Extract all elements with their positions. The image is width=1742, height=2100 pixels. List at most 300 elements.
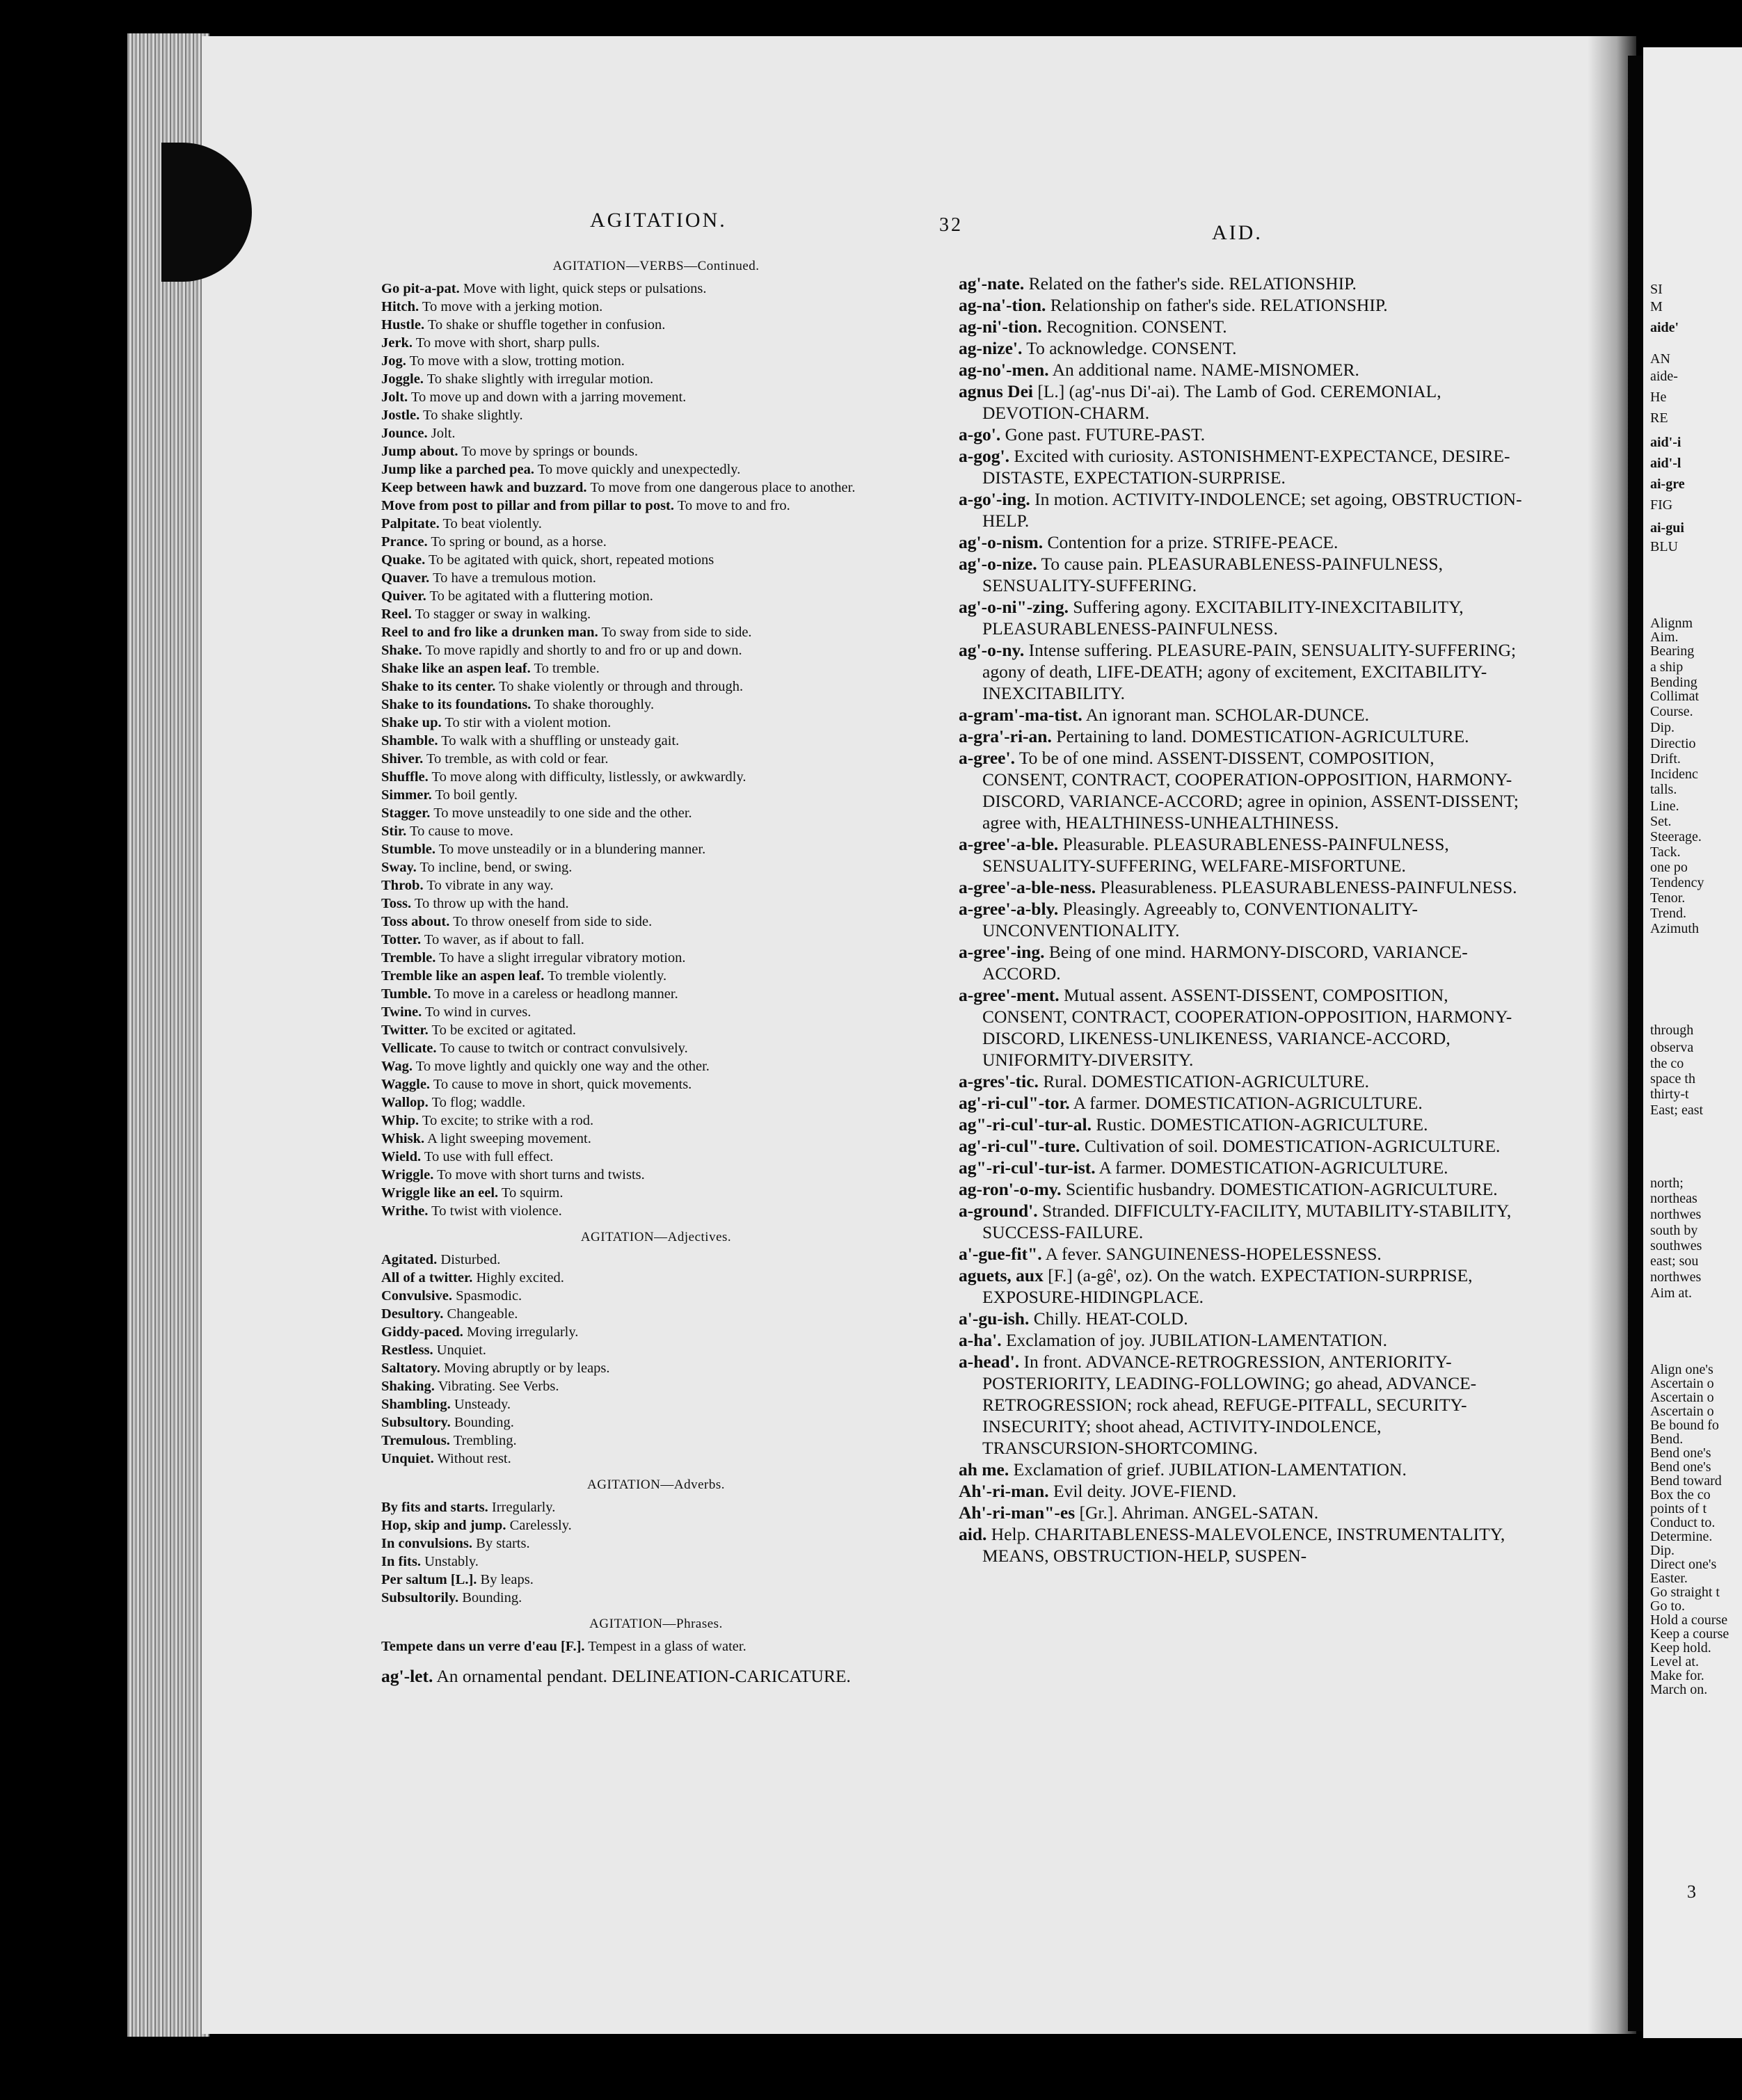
entry-term: Writhe. — [381, 1203, 429, 1219]
entry-definition: To squirm. — [501, 1185, 564, 1201]
entry-row — [381, 822, 931, 840]
entry-definition: To boil gently. — [435, 787, 518, 803]
entry-term: Toss about. — [381, 914, 450, 929]
entry-term: Shake to its center. — [381, 679, 496, 694]
adjacent-page-text: Be bound fo — [1650, 1418, 1719, 1433]
entry-row — [959, 1265, 1524, 1308]
entry-definition: An ignorant man. SCHOLAR-DUNCE. — [1085, 705, 1369, 725]
entry-definition: Chilly. HEAT-COLD. — [1033, 1308, 1188, 1329]
adjacent-page-text: north; — [1650, 1176, 1684, 1191]
entry-row — [381, 1202, 931, 1220]
adjacent-page-text: Line. — [1650, 799, 1679, 814]
entry-definition: A fever. SANGUINENESS-HOPELESSNESS. — [1045, 1244, 1382, 1264]
entry-row — [959, 294, 1524, 316]
entry-aglet — [381, 1665, 931, 1687]
entry-row — [959, 1502, 1524, 1523]
entry-definition: A light sweeping movement. — [427, 1131, 591, 1146]
entry-row — [959, 531, 1524, 553]
entry-row — [959, 1480, 1524, 1502]
entry-term: a-ground'. — [959, 1201, 1038, 1221]
entry-definition: Suffering agony. EXCITABILITY-INEXCITABILITY, PLEASURABLENESS-PAINFULNESS. — [982, 597, 1464, 639]
entry-term: Reel. — [381, 607, 412, 622]
entry-definition: To throw oneself from side to side. — [453, 914, 653, 929]
adjacent-page-text: Course. — [1650, 704, 1693, 719]
right-running-head: AID. — [1212, 221, 1263, 244]
entry-row — [381, 406, 931, 424]
adjacent-page-text: Directio — [1650, 736, 1696, 751]
entry-term: Toss. — [381, 896, 412, 911]
adjacent-page-text: talls. — [1650, 782, 1677, 797]
adjacent-page-text: Direct one's — [1650, 1557, 1717, 1572]
entry-definition: Recognition. CONSENT. — [1046, 316, 1227, 337]
entry-definition: To move with short turns and twists. — [437, 1167, 645, 1183]
section-heading-phrases: AGITATION—Phrases. — [589, 1617, 723, 1631]
entry-term: Wield. — [381, 1149, 422, 1164]
adjacent-page-text: thirty-t — [1650, 1087, 1689, 1102]
adjacent-page-text: south by — [1650, 1223, 1698, 1238]
entry-definition: Exclamation of grief. JUBILATION-LAMENTATION. — [1013, 1459, 1407, 1480]
adjacent-page-text: March on. — [1650, 1682, 1708, 1697]
entry-definition: Exclamation of joy. JUBILATION-LAMENTATION. — [1006, 1330, 1388, 1350]
entry-row — [959, 1243, 1524, 1265]
entry-term: Shake up. — [381, 715, 442, 730]
entry-definition: Tempest in a glass of water. — [588, 1639, 746, 1654]
adjacent-page-text: Tack. — [1650, 844, 1681, 860]
entry-row — [381, 678, 931, 696]
entry-term: ag"-ri-cul'-tur-ist. — [959, 1157, 1096, 1178]
entry-definition: Bounding. — [462, 1590, 522, 1605]
adjacent-page-text: East; east — [1650, 1103, 1704, 1118]
section-heading-adjectives: AGITATION—Adjectives. — [580, 1230, 732, 1244]
entry-row — [959, 488, 1524, 531]
entry-term: a-head'. — [959, 1352, 1020, 1372]
adjectives-list — [381, 1251, 931, 1468]
entry-definition: To use with full effect. — [424, 1149, 554, 1164]
entry-term: Subsultory. — [381, 1415, 451, 1430]
entry-term: Agitated. — [381, 1252, 438, 1267]
entry-row — [381, 840, 931, 858]
entry-row — [381, 732, 931, 750]
entry-definition: Carelessly. — [509, 1518, 572, 1533]
entry-row — [381, 479, 931, 497]
entry-row — [959, 273, 1524, 294]
entry-definition: To move lightly and quickly one way and the other. — [415, 1059, 710, 1074]
adjacent-page-text: Trend. — [1650, 906, 1687, 921]
entry-row — [381, 1269, 931, 1287]
entry-term: Waggle. — [381, 1077, 431, 1092]
adjacent-page-text: Aim. — [1650, 630, 1679, 645]
entry-definition: [L.] (ag'-nus Di'-ai). The Lamb of God. CEREMONIAL, DEVOTION-CHARM. — [982, 381, 1441, 423]
entry-row — [381, 623, 931, 641]
adjacent-page-text: northwes — [1650, 1207, 1702, 1222]
entry-row — [959, 596, 1524, 639]
adjacent-page-text: northwes — [1650, 1269, 1702, 1285]
entry-definition: [F.] (a-gê', oz). On the watch. EXPECTATION-SURPRISE, EXPOSURE-HIDINGPLACE. — [982, 1265, 1473, 1307]
entry-term: Prance. — [381, 534, 428, 550]
entry-definition: To shake slightly. — [423, 408, 523, 423]
entry-row — [959, 1329, 1524, 1351]
entry-row — [381, 1148, 931, 1166]
right-column — [959, 273, 1524, 1566]
entry-definition: Being of one mind. HARMONY-DISCORD, VARIANCE-ACCORD. — [982, 942, 1468, 984]
entry-term: Jerk. — [381, 335, 413, 351]
entry-definition: Relationship on father's side. RELATIONSHIP. — [1050, 295, 1388, 315]
entry-definition: Pleasurableness. PLEASURABLENESS-PAINFULNESS. — [1100, 877, 1517, 897]
entry-term: Twitter. — [381, 1023, 429, 1038]
entry-row — [381, 1589, 931, 1607]
entry-term: ah me. — [959, 1459, 1009, 1480]
entry-term: Shaking. — [381, 1379, 435, 1394]
entry-row — [959, 704, 1524, 726]
entry-row — [381, 334, 931, 352]
entry-row — [959, 1114, 1524, 1135]
entry-definition: To be agitated with a fluttering motion. — [429, 588, 653, 604]
adjacent-page-text: through — [1650, 1023, 1694, 1038]
entry-row — [959, 1459, 1524, 1480]
entry-row — [959, 359, 1524, 380]
entry-row — [381, 659, 931, 678]
entry-definition: To spring or bound, as a horse. — [431, 534, 607, 550]
adjacent-page-text: ai-gui — [1650, 520, 1684, 536]
entry-row — [381, 1534, 931, 1553]
entry-term: By fits and starts. — [381, 1500, 488, 1515]
entry-definition: To move in a careless or headlong manner. — [434, 986, 678, 1002]
adjacent-page-text: space th — [1650, 1071, 1695, 1087]
adjacent-page-text: Go to. — [1650, 1598, 1685, 1614]
entry-definition: To cause pain. PLEASURABLENESS-PAINFULNESS, SENSUALITY-SUFFERING. — [982, 554, 1443, 595]
entry-row — [959, 1351, 1524, 1459]
adverbs-list — [381, 1498, 931, 1607]
entry-row — [959, 726, 1524, 747]
entry-row — [381, 1075, 931, 1093]
entry-term: Hop, skip and jump. — [381, 1518, 506, 1533]
entry-term: Wriggle. — [381, 1167, 434, 1183]
entry-term: ag'-o-ny. — [959, 640, 1025, 660]
entry-term: Quake. — [381, 552, 426, 568]
entry-definition: Unsteady. — [454, 1397, 511, 1412]
entry-definition: To move unsteadily or in a blundering manner. — [438, 842, 706, 857]
phrases-list — [381, 1637, 931, 1656]
entry-row — [959, 1092, 1524, 1114]
adjacent-page-text: aide' — [1650, 320, 1679, 335]
section-heading-adverbs: AGITATION—Adverbs. — [587, 1477, 725, 1492]
entry-term: In convulsions. — [381, 1536, 473, 1551]
entry-row — [381, 985, 931, 1003]
entry-row — [381, 370, 931, 388]
entry-term: Whip. — [381, 1113, 419, 1128]
entry-term: Desultory. — [381, 1306, 444, 1322]
entry-row — [381, 1287, 931, 1305]
entry-definition: To shake thoroughly. — [534, 697, 655, 712]
entry-row — [381, 1021, 931, 1039]
entry-row — [381, 967, 931, 985]
entry-term: Stir. — [381, 824, 407, 839]
entry-definition: To twist with violence. — [431, 1203, 562, 1219]
entry-row — [959, 1135, 1524, 1157]
adjacent-page-text: Bending — [1650, 675, 1697, 690]
adjacent-page-text: aid'-l — [1650, 456, 1681, 471]
entry-definition: To move up and down with a jarring movement. — [410, 390, 687, 405]
entry-row — [381, 804, 931, 822]
verbs-list — [381, 280, 931, 1220]
entry-term: a'-gue-fit". — [959, 1244, 1042, 1264]
entry-definition: To be of one mind. ASSENT-DISSENT, COMPOSITION, CONSENT, CONTRACT, COOPERATION-OPPOSITION, HARMONY-DISCORD, VARIANCE-ACCORD; agree in opinion, ASSENT-DISSENT; agree with, HEALTHINESS-UNHEALTHINESS. — [982, 748, 1519, 833]
entry-row — [959, 380, 1524, 424]
entry-term: agnus Dei — [959, 381, 1033, 401]
entry-term: Shambling. — [381, 1397, 451, 1412]
entry-row — [959, 1523, 1524, 1566]
entry-row — [381, 1516, 931, 1534]
entry-definition: By starts. — [476, 1536, 530, 1551]
entry-term: Vellicate. — [381, 1041, 437, 1056]
entry-definition: Trembling. — [453, 1433, 517, 1448]
entry-definition: To walk with a shuffling or unsteady gait. — [441, 733, 680, 748]
entry-term: Jog. — [381, 353, 406, 369]
entry-definition: A farmer. DOMESTICATION-AGRICULTURE. — [1073, 1093, 1423, 1113]
entry-row — [381, 714, 931, 732]
adjacent-page-text: Tendency — [1650, 875, 1704, 890]
adjacent-page-text: Bend one's — [1650, 1459, 1711, 1475]
entry-definition: To cause to twitch or contract convulsively. — [440, 1041, 688, 1056]
entry-definition: To move quickly and unexpectedly. — [537, 462, 741, 477]
entry-row — [381, 533, 931, 551]
entry-definition: To sway from side to side. — [601, 625, 752, 640]
entry-definition: To move along with difficulty, listlessly, or awkwardly. — [431, 769, 746, 785]
entry-row — [381, 497, 931, 515]
entry-term: Whisk. — [381, 1131, 425, 1146]
entry-term: Sway. — [381, 860, 417, 875]
entry-term: Quiver. — [381, 588, 426, 604]
entry-term: Shake to its foundations. — [381, 697, 532, 712]
adjacent-page-text: Box the co — [1650, 1487, 1711, 1502]
entry-row — [381, 424, 931, 442]
entry-definition: Intense suffering. PLEASURE-PAIN, SENSUALITY-SUFFERING; agony of death, LIFE-DEATH; agony of excitement, EXCITABILITY-INEXCITABILITY. — [982, 640, 1517, 703]
adjacent-page-text: Collimat — [1650, 689, 1699, 704]
entry-row — [381, 515, 931, 533]
entry-term: In fits. — [381, 1554, 421, 1569]
entry-definition: To beat violently. — [442, 516, 542, 531]
entry-term: a-gree'-a-ble-ness. — [959, 877, 1096, 897]
entry-term: ag'-ri-cul"-ture. — [959, 1136, 1080, 1156]
entry-definition: To move from one dangerous place to another. — [590, 480, 856, 495]
entry-term: Tremulous. — [381, 1433, 450, 1448]
entry-definition: To be excited or agitated. — [431, 1023, 576, 1038]
entry-term: Shake. — [381, 643, 422, 658]
adjacent-page-text: northeas — [1650, 1191, 1697, 1206]
entry-row — [381, 768, 931, 786]
adjacent-page-text: Go straight t — [1650, 1585, 1720, 1600]
entry-term: Per saltum [L.]. — [381, 1572, 477, 1587]
entry-term: Jump about. — [381, 444, 458, 459]
entry-row — [381, 280, 931, 298]
entry-row — [381, 316, 931, 334]
entry-row — [959, 876, 1524, 898]
adjacent-page-text: Incidenc — [1650, 767, 1698, 782]
adjacent-page-text: Level at. — [1650, 1654, 1699, 1669]
entry-definition: Cultivation of soil. DOMESTICATION-AGRICULTURE. — [1084, 1136, 1501, 1156]
adjacent-page-text: RE — [1650, 410, 1668, 426]
entry-definition: To tremble, as with cold or fear. — [426, 751, 609, 767]
entry-term: Hitch. — [381, 299, 419, 314]
entry-term: Ah'-ri-man"-es — [959, 1502, 1076, 1523]
entry-term: Move from post to pillar and from pillar to post. — [381, 498, 675, 513]
entry-row — [381, 786, 931, 804]
entry-definition: Spasmodic. — [456, 1288, 522, 1304]
entry-term: Tempete dans un verre d'eau [F.]. — [381, 1639, 585, 1654]
entry-definition: To shake or shuffle together in confusion. — [427, 317, 666, 332]
entry-row — [959, 316, 1524, 337]
adjacent-page-text: Aim at. — [1650, 1285, 1692, 1301]
entry-definition: Disturbed. — [440, 1252, 501, 1267]
adjacent-page-text: Azimuth — [1650, 921, 1699, 936]
entry-row — [381, 1112, 931, 1130]
entry-row — [381, 1184, 931, 1202]
entry-row — [381, 1498, 931, 1516]
entry-term: a-gree'. — [959, 748, 1015, 768]
entry-definition: To incline, bend, or swing. — [419, 860, 573, 875]
entry-term: a-go'. — [959, 424, 1001, 444]
entry-definition: To cause to move. — [410, 824, 513, 839]
entry-term: Jump like a parched pea. — [381, 462, 535, 477]
entry-term: Simmer. — [381, 787, 432, 803]
entry-term: Go pit-a-pat. — [381, 281, 460, 296]
entry-row — [959, 747, 1524, 833]
entry-row — [959, 445, 1524, 488]
entry-term: Jolt. — [381, 390, 408, 405]
entry-row — [959, 553, 1524, 596]
adjacent-page-text: points of t — [1650, 1501, 1707, 1516]
entry-definition: Pleasurable. PLEASURABLENESS-PAINFULNESS, SENSUALITY-SUFFERING, WELFARE-MISFORTUNE. — [982, 834, 1449, 876]
entry-definition: To have a tremulous motion. — [433, 570, 596, 586]
entry-row — [959, 984, 1524, 1071]
entry-definition: To have a slight irregular vibratory motion. — [439, 950, 686, 965]
adjacent-page-text: Determine. — [1650, 1529, 1713, 1544]
entry-term: Throb. — [381, 878, 424, 893]
left-running-head: AGITATION. — [590, 209, 727, 232]
adjacent-page-text: He — [1650, 390, 1667, 405]
adjacent-page-text: FIG — [1650, 497, 1673, 513]
adjacent-page-text: Keep hold. — [1650, 1640, 1711, 1656]
adjacent-page-text: M — [1650, 299, 1663, 314]
entry-definition: To tremble. — [534, 661, 600, 676]
entry-row — [381, 1251, 931, 1269]
entry-row — [959, 1308, 1524, 1329]
entry-definition: To acknowledge. CONSENT. — [1026, 338, 1237, 358]
entry-term: Shuffle. — [381, 769, 429, 785]
entry-definition: An additional name. NAME-MISNOMER. — [1052, 360, 1359, 380]
entry-term: Hustle. — [381, 317, 425, 332]
entry-row — [381, 1305, 931, 1323]
entry-term: a-gra'-ri-an. — [959, 726, 1052, 746]
entry-definition: Rural. DOMESTICATION-AGRICULTURE. — [1043, 1071, 1369, 1091]
entry-definition: Gone past. FUTURE-PAST. — [1005, 424, 1206, 444]
entry-definition: Moving abruptly or by leaps. — [443, 1361, 610, 1376]
adjacent-page-text: Dip. — [1650, 720, 1675, 735]
entry-row — [381, 1323, 931, 1341]
adjacent-page-text: Bend. — [1650, 1432, 1684, 1447]
entry-definition: To tremble violently. — [548, 968, 667, 984]
adjacent-page-text: Hold a course — [1650, 1612, 1728, 1628]
entry-definition: To wind in curves. — [425, 1004, 532, 1020]
adjacent-page-text: Alignm — [1650, 616, 1693, 631]
adjacent-page-text: Align one's — [1650, 1362, 1713, 1377]
entry-row — [381, 1057, 931, 1075]
adjacent-page-text: Conduct to. — [1650, 1515, 1716, 1530]
entry-definition: To vibrate in any way. — [426, 878, 554, 893]
entry-row — [959, 424, 1524, 445]
entry-term: ag-ni'-tion. — [959, 316, 1042, 337]
entry-row — [381, 1093, 931, 1112]
entry-term: Totter. — [381, 932, 422, 947]
entry-term: aguets, aux — [959, 1265, 1044, 1285]
entry-term: Keep between hawk and buzzard. — [381, 480, 587, 495]
entry-row — [381, 858, 931, 876]
entry-term: a-gree'-a-ble. — [959, 834, 1059, 854]
entry-definition: To move with a slow, trotting motion. — [409, 353, 625, 369]
entry-term: ag'-nate. — [959, 273, 1025, 294]
entry-term: Tremble. — [381, 950, 436, 965]
entry-definition: To move unsteadily to one side and the other. — [433, 805, 692, 821]
entry-term: a-gog'. — [959, 446, 1009, 466]
adjacent-page-text: Set. — [1650, 814, 1672, 829]
entry-row — [381, 569, 931, 587]
entry-row — [381, 551, 931, 569]
entry-definition: A farmer. DOMESTICATION-AGRICULTURE. — [1098, 1157, 1448, 1178]
entry-term: ag'-ri-cul"-tor. — [959, 1093, 1070, 1113]
entry-definition: To stagger or sway in walking. — [415, 607, 591, 622]
entry-row — [959, 1178, 1524, 1200]
entry-definition: Related on the father's side. RELATIONSHIP. — [1028, 273, 1357, 294]
entry-definition: To throw up with the hand. — [414, 896, 569, 911]
entry-row — [381, 1637, 931, 1656]
entry-term: ag'-o-nize. — [959, 554, 1037, 574]
entry-definition: Rustic. DOMESTICATION-AGRICULTURE. — [1096, 1114, 1428, 1135]
adjacent-page-text: southwes — [1650, 1238, 1702, 1253]
entry-row — [381, 1413, 931, 1432]
adjacent-page-text: Bend one's — [1650, 1445, 1711, 1461]
entry-definition: Unquiet. — [436, 1342, 486, 1358]
entry-row — [381, 696, 931, 714]
entry-definition: Moving irregularly. — [467, 1324, 579, 1340]
entry-definition: Pleasingly. Agreeably to, CONVENTIONALITY-UNCONVENTIONALITY. — [982, 899, 1419, 940]
entry-term: Tumble. — [381, 986, 431, 1002]
entry-row — [381, 388, 931, 406]
entry-definition: Without rest. — [437, 1451, 511, 1466]
adjacent-page-text: aid'-i — [1650, 435, 1681, 450]
entry-row — [381, 1377, 931, 1395]
entry-term: Saltatory. — [381, 1361, 440, 1376]
entry-term: Giddy-paced. — [381, 1324, 463, 1340]
entry-definition: To shake slightly with irregular motion. — [426, 371, 654, 387]
entry-row — [381, 1450, 931, 1468]
entry-term: a-gree'-ment. — [959, 985, 1060, 1005]
entry-definition: To shake violently or through and through. — [499, 679, 744, 694]
page-edges — [127, 33, 209, 2037]
entry-definition: Unstably. — [424, 1554, 479, 1569]
entry-definition: To stir with a violent motion. — [445, 715, 612, 730]
adjacent-page-text: SI — [1650, 282, 1663, 297]
entry-row — [381, 913, 931, 931]
adjacent-page-text: one po — [1650, 860, 1688, 875]
left-column — [381, 259, 931, 1687]
entry-row — [959, 1071, 1524, 1092]
entry-row — [381, 1341, 931, 1359]
page-number: 32 — [939, 214, 963, 236]
entry-term: Reel to and fro like a drunken man. — [381, 625, 598, 640]
adjacent-page-text: Steerage. — [1650, 829, 1702, 844]
entry-definition: To move with a jerking motion. — [422, 299, 603, 314]
adjacent-page-text: Drift. — [1650, 751, 1681, 767]
